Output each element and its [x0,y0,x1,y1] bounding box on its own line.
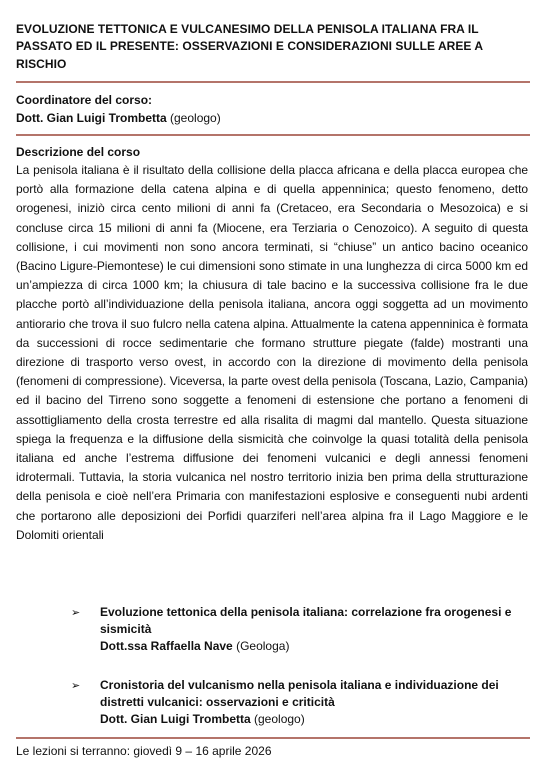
coordinator-name: Dott. Gian Luigi Trombetta [16,111,167,125]
lesson-speaker-role: (Geologa) [236,639,290,654]
divider-top [16,81,530,83]
arrow-bullet-icon: ➢ [71,680,81,692]
divider-bottom [16,737,530,739]
lesson-title: Cronistoria del vulcanismo nella penisola italiana e individuazione dei distretti vulcanici: osservazioni e criticità [100,678,499,710]
coordinator-heading: Coordinatore del corso: [16,93,153,107]
coordinator-role: (geologo) [170,111,221,125]
coordinator-line [16,109,221,127]
lesson-text [100,604,520,656]
divider-middle [16,134,530,136]
lesson-speaker-role: (geologo) [254,712,305,727]
description-text: La penisola italiana è il risultato della collisione della placca africana e della placca europea che portò alla formazione della catena alpina e di quella appenninica; questo fenomeno, detto orogenesi, iniziò circa cento milioni di anni fa (Cretaceo, era Secondaria o Mesozoica) e si concluse circa 15 milioni di anni fa (Miocene, era Terziaria o Cenozoico). A seguito di questa collisione, i cui movimenti non sono ancora terminati, si “chiuse” un antico bacino oceanico (Bacino Ligure-Piemontese) le cui dimensioni sono stimate in una lunghezza di circa 5000 km ed un’ampiezza di circa 1000 km; la chiusura di tale bacino e la successiva collisione fra le due placche portò all’individuazione della penisola italiana, ancora oggi soggetta ad un movimento antiorario che trova il suo fulcro nella catena alpina. Attualmente la catena appenninica è formata da successioni di rocce sedimentarie che formano strutture piegate (falde) mostranti una direzione di trasporto verso ovest, in accordo con la direzione di movimento della penisola (fenomeni di compressione). Viceversa, la parte ovest della penisola (Toscana, Lazio, Campania) ed il bacino del Tirreno sono soggette a fenomeni di estensione che portano a fenomeni di assottigliamento della crosta terrestre ed alla risalita di magmi dal mantello. Questa situazione spiega la frequenza e la diffusione della sismicità che coinvolge la quasi totalità della penisola italiana ed anche l’estrema diffusione dei fenomeni vulcanici e degli annessi fenomeni idrotermali. Tuttavia, la storia vulcanica nel nostro territorio inizia ben prima della strutturazione della penisola e cioè nell’era Primaria con manifestazioni esplosive e conseguenti nubi ardenti che portarono alle deposizioni dei Porfidi quarziferi nell’area alpina fra il Lago Maggiore e le Dolomiti orientali [16,163,528,542]
lesson-title: Evoluzione tettonica della penisola italiana: correlazione fra orogenesi e sismicità [100,605,512,637]
lesson-speaker: Dott. Gian Luigi Trombetta [100,712,251,727]
lesson-text [100,677,520,729]
description-heading: Descrizione del corso [16,145,141,159]
lesson-speaker: Dott.ssa Raffaella Nave [100,639,233,654]
arrow-bullet-icon: ➢ [71,607,81,619]
coordinator-block [16,91,221,127]
lesson-dates: Le lezioni si terranno: giovedì 9 – 16 aprile 2026 [16,744,272,758]
lesson-speaker-line [100,638,520,655]
course-title: EVOLUZIONE TETTONICA E VULCANESIMO DELLA PENISOLA ITALIANA FRA IL PASSATO ED IL PRESENTE: OSSERVAZIONI E CONSIDERAZIONI SULLE AREE A RISCHIO [16,22,483,71]
lesson-speaker-line [100,711,520,728]
